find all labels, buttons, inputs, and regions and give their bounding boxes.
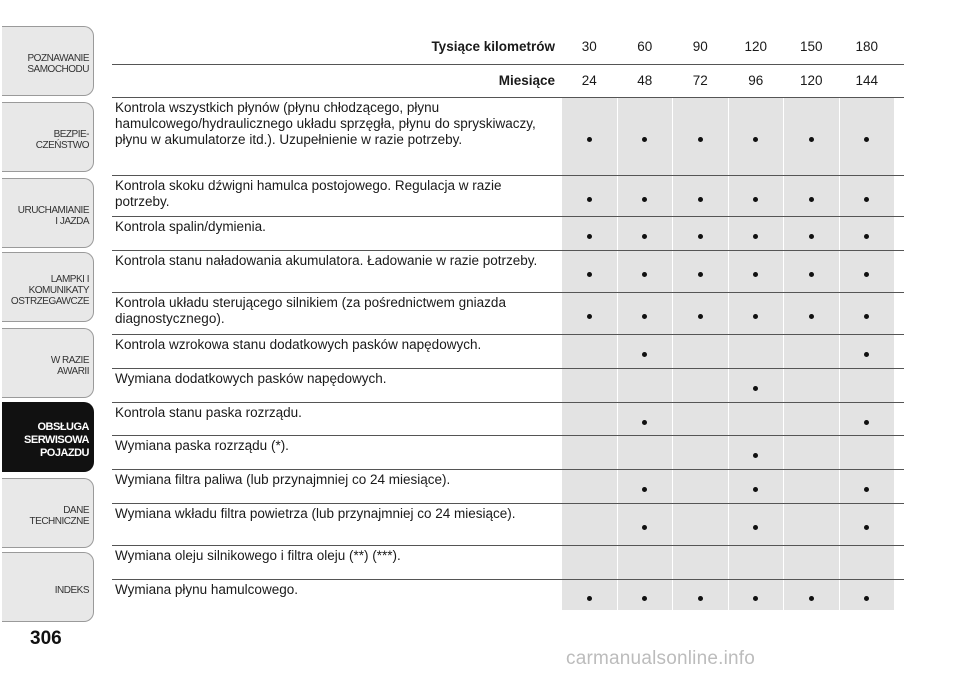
interval-cell bbox=[617, 403, 673, 435]
interval-cell bbox=[672, 176, 728, 216]
interval-cell bbox=[617, 176, 673, 216]
service-dot-icon bbox=[864, 197, 869, 202]
service-dot-icon bbox=[587, 596, 592, 601]
interval-cell bbox=[728, 504, 784, 545]
row-description: Wymiana oleju silnikowego i filtra oleju (**) (***). bbox=[115, 548, 401, 563]
interval-cell bbox=[783, 369, 839, 402]
interval-cell bbox=[672, 436, 728, 469]
interval-cell bbox=[617, 251, 673, 292]
maintenance-table bbox=[112, 31, 904, 610]
chapter-tab[interactable] bbox=[2, 328, 94, 398]
interval-cell bbox=[561, 335, 617, 368]
header-km-value: 30 bbox=[561, 31, 617, 64]
row-description: Kontrola układu sterującego silnikiem (za pośrednictwem gniazda diagnostycznego). bbox=[115, 295, 506, 326]
row-description: Wymiana wkładu filtra powietrza (lub przynajmniej co 24 miesiące). bbox=[115, 506, 516, 521]
interval-cell bbox=[839, 293, 895, 334]
interval-cell bbox=[839, 369, 895, 402]
service-dot-icon bbox=[642, 525, 647, 530]
header-km-value: 60 bbox=[617, 31, 673, 64]
service-dot-icon bbox=[864, 596, 869, 601]
chapter-tab[interactable] bbox=[2, 26, 94, 96]
row-description: Kontrola stanu naładowania akumulatora. Ładowanie w razie potrzeby. bbox=[115, 253, 538, 268]
service-dot-icon bbox=[864, 352, 869, 357]
interval-cell bbox=[839, 335, 895, 368]
interval-cell bbox=[617, 369, 673, 402]
interval-cell bbox=[672, 251, 728, 292]
service-dot-icon bbox=[698, 137, 703, 142]
interval-cell bbox=[839, 546, 895, 579]
interval-cell bbox=[783, 98, 839, 175]
service-dot-icon bbox=[753, 453, 758, 458]
service-dot-icon bbox=[642, 234, 647, 239]
page-number: 306 bbox=[30, 628, 62, 649]
chapter-tab-label: INDEKS bbox=[54, 584, 89, 596]
row-description: Kontrola stanu paska rozrządu. bbox=[115, 405, 302, 420]
chapter-tab[interactable] bbox=[2, 178, 94, 248]
service-dot-icon bbox=[864, 234, 869, 239]
interval-cell bbox=[783, 436, 839, 469]
interval-cell bbox=[783, 470, 839, 503]
header-month-value: 48 bbox=[617, 65, 673, 97]
table-row bbox=[112, 436, 904, 470]
table-row bbox=[112, 369, 904, 403]
service-dot-icon bbox=[753, 487, 758, 492]
interval-cell bbox=[561, 580, 617, 610]
interval-cell bbox=[839, 176, 895, 216]
interval-cell bbox=[561, 546, 617, 579]
chapter-tab-label: POZNAWANIE SAMOCHODU bbox=[27, 53, 89, 75]
interval-cell bbox=[839, 98, 895, 175]
interval-cell bbox=[783, 176, 839, 216]
service-dot-icon bbox=[864, 314, 869, 319]
interval-cell bbox=[839, 436, 895, 469]
interval-cell bbox=[728, 98, 784, 175]
header-km-value: 120 bbox=[728, 31, 784, 64]
interval-cell bbox=[783, 403, 839, 435]
header-month-value: 96 bbox=[728, 65, 784, 97]
row-description: Kontrola spalin/dymienia. bbox=[115, 219, 266, 234]
interval-cell bbox=[561, 217, 617, 250]
service-dot-icon bbox=[587, 234, 592, 239]
service-dot-icon bbox=[753, 197, 758, 202]
header-month-value: 24 bbox=[561, 65, 617, 97]
table-row bbox=[112, 98, 904, 176]
row-description: Kontrola wzrokowa stanu dodatkowych pasków napędowych. bbox=[115, 337, 482, 352]
row-description: Kontrola skoku dźwigni hamulca postojowego. Regulacja w razie potrzeby. bbox=[115, 178, 502, 209]
interval-cell bbox=[672, 293, 728, 334]
row-description: Wymiana dodatkowych pasków napędowych. bbox=[115, 371, 387, 386]
interval-cell bbox=[728, 335, 784, 368]
interval-cell bbox=[561, 98, 617, 175]
header-km-value: 150 bbox=[783, 31, 839, 64]
watermark: carmanualsonline.info bbox=[566, 648, 756, 669]
interval-cell bbox=[783, 217, 839, 250]
interval-cell bbox=[617, 293, 673, 334]
table-row bbox=[112, 176, 904, 217]
service-dot-icon bbox=[864, 487, 869, 492]
chapter-tab[interactable] bbox=[2, 552, 94, 622]
service-dot-icon bbox=[642, 137, 647, 142]
service-dot-icon bbox=[809, 234, 814, 239]
header-month-row bbox=[112, 65, 904, 98]
interval-cell bbox=[839, 580, 895, 610]
chapter-tab-label: OBSŁUGA SERWISOWA POJAZDU bbox=[24, 420, 89, 459]
interval-cell bbox=[561, 176, 617, 216]
interval-cell bbox=[672, 335, 728, 368]
interval-cell bbox=[617, 335, 673, 368]
interval-cell bbox=[839, 251, 895, 292]
service-dot-icon bbox=[753, 234, 758, 239]
service-dot-icon bbox=[809, 314, 814, 319]
chapter-tab-label: LAMPKI I KOMUNIKATY OSTRZEGAWCZE bbox=[10, 273, 89, 307]
service-dot-icon bbox=[642, 487, 647, 492]
service-dot-icon bbox=[642, 314, 647, 319]
header-km-label: Tysiące kilometrów bbox=[431, 39, 555, 54]
interval-cell bbox=[783, 293, 839, 334]
interval-cell bbox=[561, 436, 617, 469]
header-km-value: 180 bbox=[839, 31, 895, 64]
interval-cell bbox=[728, 436, 784, 469]
row-description: Wymiana paska rozrządu (*). bbox=[115, 438, 289, 453]
header-month-value: 72 bbox=[672, 65, 728, 97]
interval-cell bbox=[728, 403, 784, 435]
chapter-tab-label: URUCHAMIANIE I JAZDA bbox=[17, 205, 89, 227]
chapter-tab-label: W RAZIE AWARII bbox=[50, 355, 89, 377]
interval-cell bbox=[728, 217, 784, 250]
table-row bbox=[112, 293, 904, 335]
interval-cell bbox=[783, 546, 839, 579]
service-dot-icon bbox=[642, 272, 647, 277]
chapter-tab[interactable] bbox=[2, 252, 94, 322]
interval-cell bbox=[617, 580, 673, 610]
table-row bbox=[112, 403, 904, 436]
service-dot-icon bbox=[587, 197, 592, 202]
table-row bbox=[112, 580, 904, 610]
interval-cell bbox=[839, 403, 895, 435]
interval-cell bbox=[561, 470, 617, 503]
service-dot-icon bbox=[753, 272, 758, 277]
interval-cell bbox=[839, 470, 895, 503]
service-dot-icon bbox=[642, 197, 647, 202]
interval-cell bbox=[783, 251, 839, 292]
service-dot-icon bbox=[864, 420, 869, 425]
interval-cell bbox=[672, 580, 728, 610]
interval-cell bbox=[728, 470, 784, 503]
service-dot-icon bbox=[864, 137, 869, 142]
chapter-tab-label: DANE TECHNICZNE bbox=[29, 505, 89, 527]
service-dot-icon bbox=[642, 352, 647, 357]
service-dot-icon bbox=[587, 272, 592, 277]
service-dot-icon bbox=[698, 596, 703, 601]
service-dot-icon bbox=[753, 525, 758, 530]
interval-cell bbox=[617, 98, 673, 175]
table-row bbox=[112, 251, 904, 293]
service-dot-icon bbox=[698, 314, 703, 319]
row-description: Kontrola wszystkich płynów (płynu chłodzącego, płynu hamulcowego/hydraulicznego układu sprzęgła, płynu do spryskiwaczy, płynu w akumulatorze itd.). Uzupełnienie w razie potrzeby. bbox=[115, 100, 536, 147]
interval-cell bbox=[783, 504, 839, 545]
interval-cell bbox=[728, 251, 784, 292]
service-dot-icon bbox=[753, 314, 758, 319]
interval-cell bbox=[561, 369, 617, 402]
interval-cell bbox=[561, 403, 617, 435]
interval-cell bbox=[728, 293, 784, 334]
service-dot-icon bbox=[809, 197, 814, 202]
interval-cell bbox=[839, 504, 895, 545]
interval-cell bbox=[728, 580, 784, 610]
interval-cell bbox=[617, 504, 673, 545]
interval-cell bbox=[672, 98, 728, 175]
service-dot-icon bbox=[864, 525, 869, 530]
header-km-value: 90 bbox=[672, 31, 728, 64]
interval-cell bbox=[728, 369, 784, 402]
chapter-tab[interactable] bbox=[2, 478, 94, 548]
interval-cell bbox=[617, 546, 673, 579]
interval-cell bbox=[672, 470, 728, 503]
service-dot-icon bbox=[809, 596, 814, 601]
interval-cell bbox=[617, 470, 673, 503]
interval-cell bbox=[728, 546, 784, 579]
interval-cell bbox=[561, 293, 617, 334]
interval-cell bbox=[672, 546, 728, 579]
interval-cell bbox=[839, 217, 895, 250]
interval-cell bbox=[672, 403, 728, 435]
row-description: Wymiana filtra paliwa (lub przynajmniej co 24 miesiące). bbox=[115, 472, 451, 487]
row-description: Wymiana płynu hamulcowego. bbox=[115, 582, 298, 597]
interval-cell bbox=[783, 580, 839, 610]
table-row bbox=[112, 546, 904, 580]
interval-cell bbox=[561, 251, 617, 292]
service-dot-icon bbox=[698, 197, 703, 202]
interval-cell bbox=[561, 504, 617, 545]
service-dot-icon bbox=[587, 137, 592, 142]
service-dot-icon bbox=[753, 596, 758, 601]
interval-cell bbox=[617, 436, 673, 469]
table-row bbox=[112, 470, 904, 504]
interval-cell bbox=[783, 335, 839, 368]
header-month-label: Miesiące bbox=[498, 73, 555, 88]
interval-cell bbox=[617, 217, 673, 250]
service-dot-icon bbox=[698, 272, 703, 277]
chapter-tab[interactable] bbox=[2, 102, 94, 172]
chapter-tab-label: BEZPIE- CZEŃSTWO bbox=[35, 129, 89, 151]
interval-cell bbox=[672, 217, 728, 250]
chapter-tab[interactable] bbox=[2, 402, 94, 472]
service-dot-icon bbox=[642, 420, 647, 425]
table-row bbox=[112, 217, 904, 251]
service-dot-icon bbox=[864, 272, 869, 277]
service-dot-icon bbox=[753, 137, 758, 142]
header-month-value: 144 bbox=[839, 65, 895, 97]
service-dot-icon bbox=[642, 596, 647, 601]
interval-cell bbox=[672, 504, 728, 545]
header-km-row bbox=[112, 31, 904, 65]
interval-cell bbox=[672, 369, 728, 402]
service-dot-icon bbox=[753, 386, 758, 391]
service-dot-icon bbox=[698, 234, 703, 239]
service-dot-icon bbox=[587, 314, 592, 319]
service-dot-icon bbox=[809, 272, 814, 277]
interval-cell bbox=[728, 176, 784, 216]
header-month-value: 120 bbox=[783, 65, 839, 97]
table-row bbox=[112, 335, 904, 369]
table-row bbox=[112, 504, 904, 546]
service-dot-icon bbox=[809, 137, 814, 142]
